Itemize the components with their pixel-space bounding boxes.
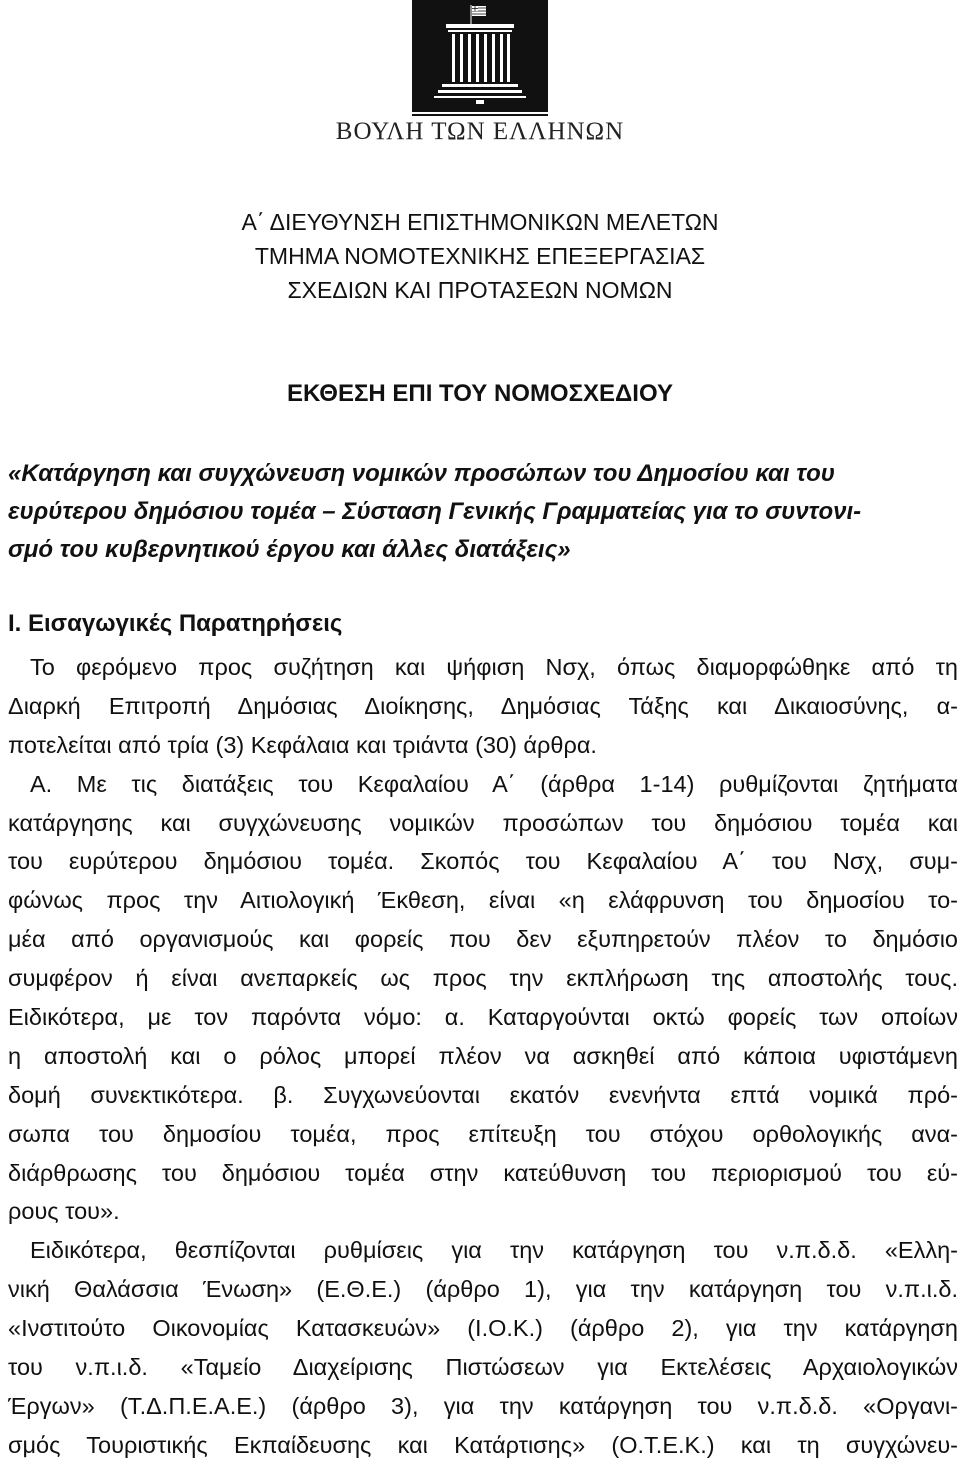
header-logo — [0, 0, 960, 160]
body-line: κατάργησης και συγχώνευσης νομικών προσώπων του δημόσιου τομέα και — [8, 809, 958, 836]
body-line: ποτελείται από τρία (3) Κεφάλαια και τριάντα (30) άρθρα. — [8, 731, 597, 758]
body-line: συμφέρον ή είναι ανεπαρκείς ως προς την εκπλήρωση της αποστολής τους. — [8, 965, 958, 992]
body-line: του ευρύτερου δημόσιου τομέα. Σκοπός του Κεφαλαίου Α΄ του Νσχ, συμ- — [8, 848, 958, 875]
body-line: σμός Τουριστικής Εκπαίδευσης και Κατάρτισης» (Ο.Τ.Ε.Κ.) και τη συγχώνευ- — [8, 1431, 958, 1458]
bill-title-line: ευρύτερου δημόσιου τομέα – Σύσταση Γενικής Γραμματείας για το συντονι- — [8, 498, 862, 525]
body-line: Διαρκή Επιτροπή Δημόσιας Διοίκησης, Δημόσιας Τάξης και Δικαιοσύνης, α- — [8, 692, 958, 719]
body-line: ρους του». — [8, 1198, 120, 1225]
body-line: Το φερόμενο προς συζήτηση και ψήφιση Νσχ, όπως διαμορφώθηκε από τη — [30, 654, 958, 680]
body-line: Α. Με τις διατάξεις του Κεφαλαίου Α΄ (άρθρα 1-14) ρυθμίζονται ζητήματα — [30, 770, 958, 797]
body-line: του ν.π.ι.δ. «Ταμείο Διαχείρισης Πιστώσεων για Εκτελέσεις Αρχαιολογικών — [8, 1354, 958, 1381]
department-line: Α΄ ΔΙΕΥΘΥΝΣΗ ΕΠΙΣΤΗΜΟΝΙΚΩΝ ΜΕΛΕΤΩΝ — [241, 209, 719, 235]
body-line: φώνως προς την Αιτιολογική Έκθεση, είναι «η ελάφρυνση του δημοσίου το- — [8, 887, 958, 914]
department-line: ΤΜΗΜΑ ΝΟΜΟΤΕΧΝΙΚΗΣ ΕΠΕΞΕΡΓΑΣΙΑΣ — [254, 243, 706, 269]
body-line: νική Θαλάσσια Ένωση» (Ε.Θ.Ε.) (άρθρο 1), για την κατάργηση του ν.π.ι.δ. — [8, 1276, 958, 1303]
body-line: η αποστολή και ο ρόλος μπορεί πλέον να ασκηθεί από κάποια υφιστάμενη — [8, 1042, 958, 1069]
body-line: διάρθρωσης του δημόσιου τομέα στην κατεύθυνση του περιορισμού του εύ- — [8, 1159, 958, 1186]
report-title: ΕΚΘΕΣΗ ΕΠΙ ΤΟΥ ΝΟΜΟΣΧΕΔΙΟΥ — [287, 380, 673, 407]
department-block — [0, 205, 960, 307]
body-line: σωπα του δημοσίου τομέα, προς επίτευξη του στόχου ορθολογικής ανα- — [8, 1120, 958, 1147]
department-line: ΣΧΕΔΙΩΝ ΚΑΙ ΠΡΟΤΑΣΕΩΝ ΝΟΜΩΝ — [287, 277, 673, 303]
body-line: «Ινστιτούτο Οικονομίας Κατασκευών» (Ι.Ο.Κ.) (άρθρο 2), για την κατάργηση — [8, 1315, 958, 1342]
section-heading: Ι. Εισαγωγικές Παρατηρήσεις — [8, 610, 343, 637]
body-line: Ειδικότερα, με τον παρόντα νόμο: α. Καταργούνται οκτώ φορείς των οποίων — [8, 1004, 958, 1031]
bill-title-line: «Κατάργηση και συγχώνευση νομικών προσώπων του Δημοσίου και του — [8, 460, 835, 487]
bill-title — [8, 455, 952, 569]
body-line: μέα από οργανισμούς και φορείς που δεν εξυπηρετούν πλέον το δημόσιο — [8, 926, 958, 953]
body-line: δομή συνεκτικότερα. β. Συγχωνεύονται εκατόν ενενήντα επτά νομικά πρό- — [8, 1081, 958, 1108]
body-text — [8, 648, 958, 1465]
body-line: Ειδικότερα, θεσπίζονται ρυθμίσεις για την κατάργηση του ν.π.δ.δ. «Ελλη- — [30, 1237, 958, 1264]
bill-title-line: σμό του κυβερνητικού έργου και άλλες διατάξεις» — [8, 536, 571, 563]
body-line: Έργων» (Τ.Δ.Π.Ε.Α.Ε.) (άρθρο 3), για την κατάργηση του ν.π.δ.δ. «Οργανι- — [8, 1392, 958, 1419]
parliament-emblem-icon — [412, 0, 548, 118]
org-name: ΒΟΥΛΗ ΤΩΝ ΕΛΛΗΝΩΝ — [335, 118, 625, 145]
